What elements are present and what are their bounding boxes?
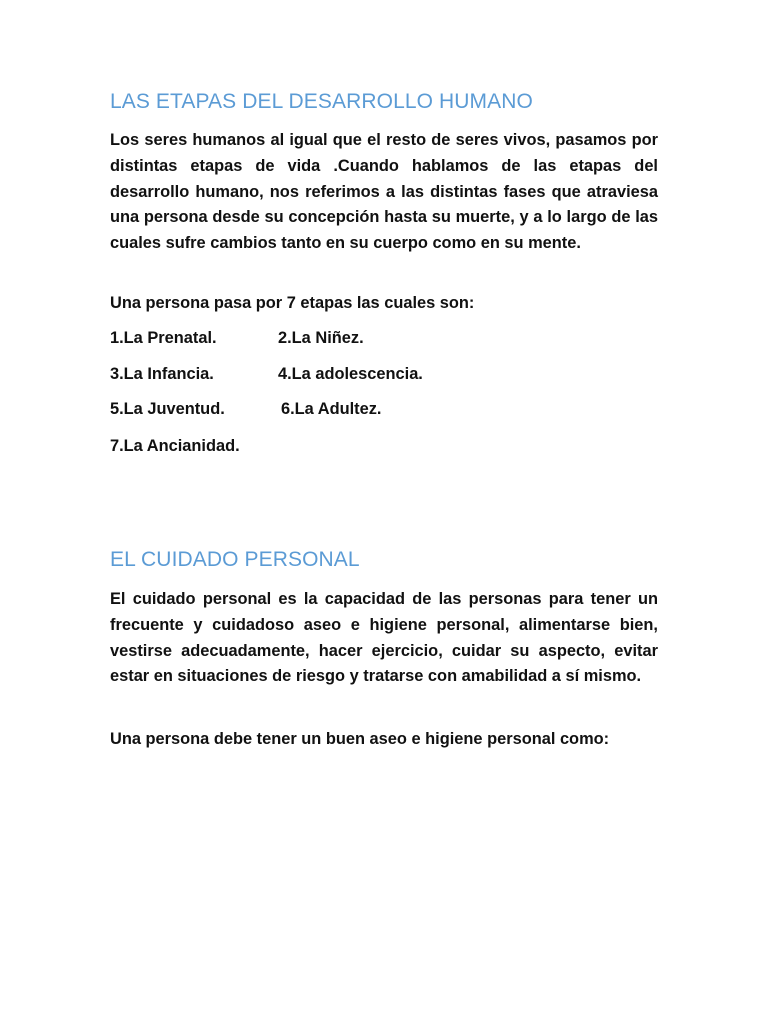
section-title-etapas: LAS ETAPAS DEL DESARROLLO HUMANO [110, 90, 533, 113]
stages-intro: Una persona pasa por 7 etapas las cuales son: [110, 294, 475, 312]
paragraph-etapas: Los seres humanos al igual que el resto de seres vivos, pasamos por distintas etapas de vida .Cuando hablamos de las etapas del desarrollo humano, nos referimos a las distintas fases que atraviesa una persona desde su concepción hasta su muerte, y a lo largo de las cuales sufre cambios tanto en su cuerpo como en su mente. [110, 131, 658, 253]
stage-item: 7.La Ancianidad. [110, 437, 240, 455]
stage-item: 3.La Infancia. [110, 365, 214, 383]
stage-item: 6.La Adultez. [281, 400, 382, 418]
stage-item: 5.La Juventud. [110, 400, 225, 418]
section-title-cuidado: EL CUIDADO PERSONAL [110, 548, 360, 571]
stage-item: 1.La Prenatal. [110, 329, 217, 347]
stage-item: 4.La adolescencia. [278, 365, 423, 383]
stage-item: 2.La Niñez. [278, 329, 364, 347]
paragraph-cuidado: El cuidado personal es la capacidad de las personas para tener un frecuente y cuidadoso aseo e higiene personal, alimentarse bien, vestirse adecuadamente, hacer ejercicio, cuidar su aspecto, evitar estar en situaciones de riesgo y tratarse con amabilidad a sí mismo. [110, 590, 658, 686]
closing-line: Una persona debe tener un buen aseo e higiene personal como: [110, 730, 610, 748]
